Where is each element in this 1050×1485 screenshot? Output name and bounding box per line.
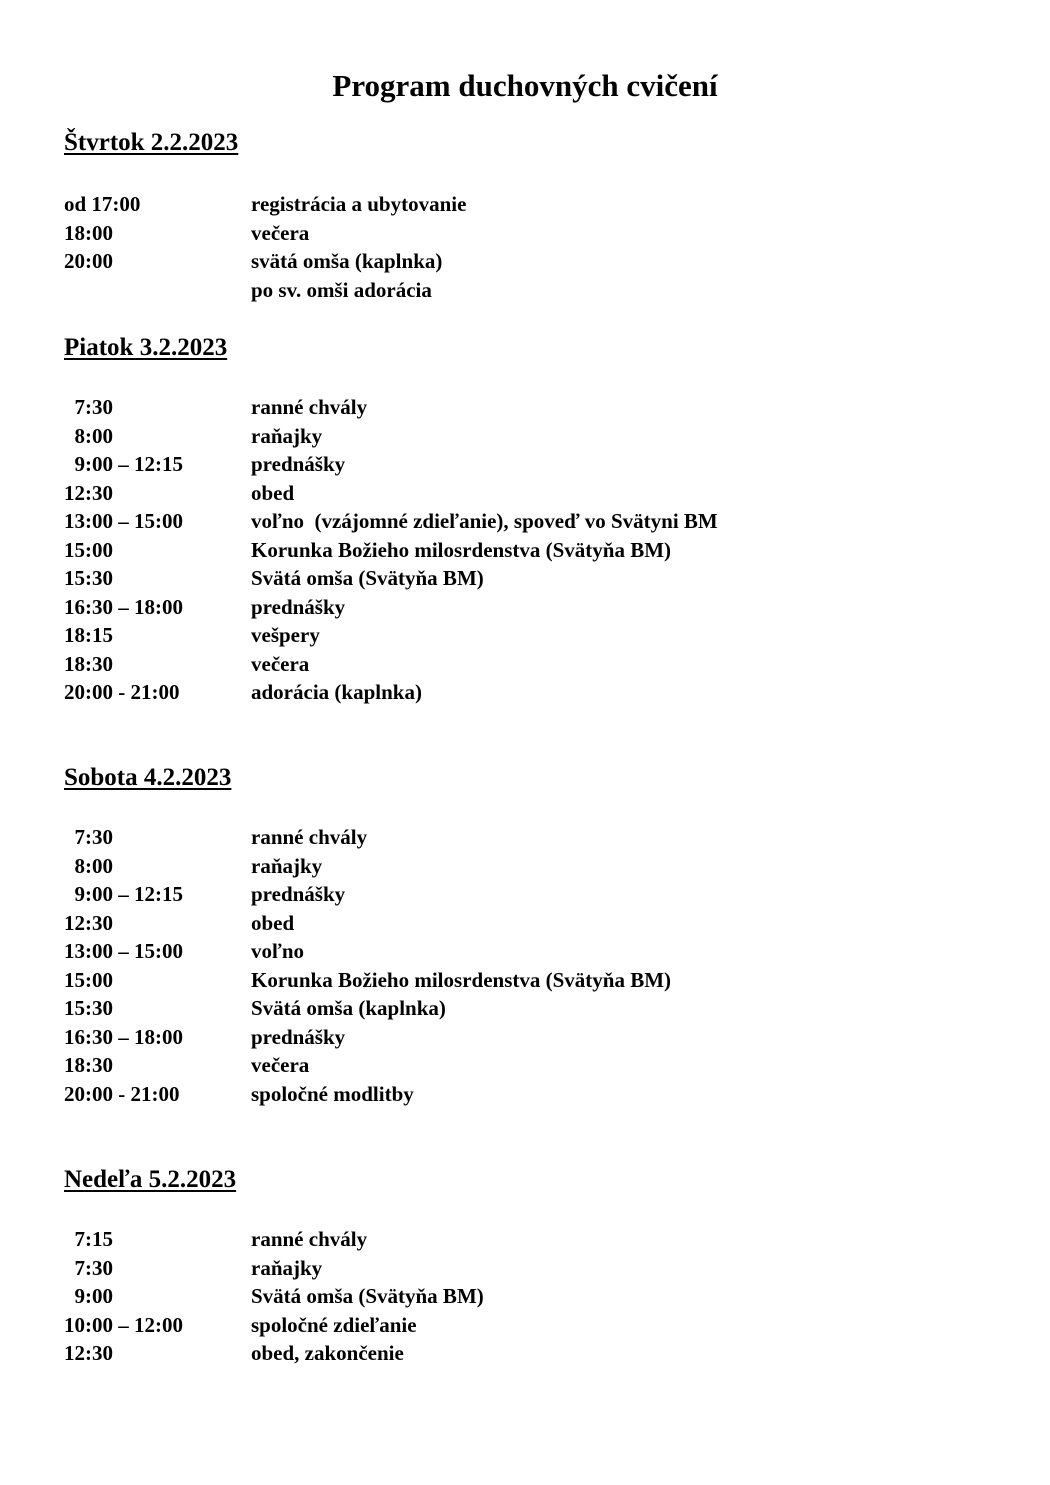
- entry-time: 13:00 – 15:00: [64, 939, 183, 963]
- entry-activity: Svätá omša (kaplnka): [251, 996, 446, 1020]
- schedule-entry: [64, 994, 964, 1023]
- entry-time: 7:30: [64, 825, 113, 849]
- entry-time: 12:30: [64, 1341, 113, 1365]
- entry-time: 8:00: [64, 853, 113, 878]
- entry-activity: obed: [251, 910, 295, 935]
- entry-time: 7:15: [64, 1227, 113, 1251]
- entry-time: 18:30: [64, 651, 113, 676]
- schedule-entry: [64, 966, 964, 995]
- schedule-entry: [64, 937, 964, 966]
- entry-time: 18:30: [64, 1053, 113, 1077]
- schedule-entry: [64, 247, 964, 276]
- entry-time: 20:00: [64, 249, 113, 273]
- schedule-entry: [64, 507, 964, 536]
- entry-time: 7:30: [64, 1255, 113, 1280]
- entry-activity: obed: [251, 480, 295, 505]
- entry-time: 15:00: [64, 537, 113, 562]
- entry-time: 12:30: [64, 910, 113, 935]
- schedule-entry: [64, 479, 964, 508]
- entry-activity: Svätá omša (Svätyňa BM): [251, 566, 484, 590]
- schedule-entry: [64, 1282, 964, 1311]
- entry-time: 18:15: [64, 623, 113, 647]
- entry-activity: Svätá omša (Svätyňa BM): [251, 1284, 484, 1308]
- schedule-entry: [64, 1225, 964, 1254]
- entry-activity: svätá omša (kaplnka): [251, 249, 443, 273]
- entry-activity: prednášky: [251, 1024, 346, 1049]
- schedule-entry: [64, 1051, 964, 1080]
- schedule-entry: [64, 593, 964, 622]
- entry-time: 15:30: [64, 996, 113, 1020]
- entry-activity: obed, zakončenie: [251, 1341, 404, 1365]
- schedule-entry: [64, 909, 964, 938]
- entry-activity: spoločné modlitby: [251, 1081, 414, 1106]
- entry-activity: prednášky: [251, 594, 346, 619]
- entry-activity: Korunka Božieho milosrdenstva (Svätyňa BM): [251, 967, 672, 992]
- schedule-entry: [64, 422, 964, 451]
- schedule-entry: [64, 219, 964, 248]
- entry-time: 12:30: [64, 480, 113, 505]
- entry-activity: raňajky: [251, 423, 323, 448]
- entry-time: 10:00 – 12:00: [64, 1312, 183, 1337]
- schedule-sunday: [64, 1225, 964, 1368]
- entry-time: 9:00: [64, 1284, 113, 1308]
- page-title: Program duchovných cvičení: [332, 68, 718, 103]
- schedule-entry: [64, 450, 964, 479]
- entry-time: 20:00 - 21:00: [64, 680, 180, 704]
- schedule-entry: [64, 1311, 964, 1340]
- schedule-entry: [64, 823, 964, 852]
- schedule-entry: [64, 880, 964, 909]
- entry-activity: registrácia a ubytovanie: [251, 192, 467, 216]
- schedule-entry: [64, 852, 964, 881]
- entry-time: 16:30 – 18:00: [64, 1024, 183, 1049]
- entry-activity: prednášky: [251, 882, 346, 906]
- schedule-entry: [64, 1023, 964, 1052]
- day-heading-thursday: Štvrtok 2.2.2023: [64, 129, 239, 156]
- entry-time: 18:00: [64, 220, 113, 245]
- schedule-entry: [64, 621, 964, 650]
- entry-time: od 17:00: [64, 192, 141, 216]
- entry-time: 9:00 – 12:15: [64, 882, 183, 906]
- entry-activity: Korunka Božieho milosrdenstva (Svätyňa BM): [251, 537, 672, 562]
- entry-activity: spoločné zdieľanie: [251, 1312, 417, 1337]
- schedule-friday: [64, 393, 964, 707]
- schedule-entry: [64, 650, 964, 679]
- schedule-entry: [64, 1080, 964, 1109]
- entry-time: 8:00: [64, 423, 113, 448]
- entry-activity: ranné chvály: [251, 825, 368, 849]
- entry-activity: večera: [251, 1053, 310, 1077]
- entry-time: 15:00: [64, 967, 113, 992]
- entry-time: [64, 276, 251, 305]
- schedule-saturday: [64, 823, 964, 1108]
- entry-time: 9:00 – 12:15: [64, 452, 183, 476]
- schedule-entry: [64, 190, 964, 219]
- entry-activity: ranné chvály: [251, 1227, 368, 1251]
- entry-activity: voľno: [251, 939, 305, 963]
- entry-activity: raňajky: [251, 1255, 323, 1280]
- schedule-entry: [64, 1339, 964, 1368]
- entry-time: 16:30 – 18:00: [64, 594, 183, 619]
- entry-time: 20:00 - 21:00: [64, 1081, 180, 1106]
- entry-activity: vešpery: [251, 623, 320, 647]
- entry-activity: voľno (vzájomné zdieľanie), spoveď vo Svätyni BM: [251, 509, 718, 533]
- entry-activity: večera: [251, 220, 310, 245]
- schedule-entry: [64, 564, 964, 593]
- day-heading-saturday: Sobota 4.2.2023: [64, 764, 232, 791]
- schedule-thursday: [64, 190, 964, 304]
- schedule-entry: [64, 536, 964, 565]
- schedule-entry: [64, 678, 964, 707]
- entry-time: 13:00 – 15:00: [64, 509, 183, 533]
- schedule-entry: [64, 276, 964, 305]
- schedule-entry: [64, 393, 964, 422]
- entry-activity: raňajky: [251, 853, 323, 878]
- entry-activity: večera: [251, 651, 310, 676]
- day-heading-friday: Piatok 3.2.2023: [64, 334, 228, 361]
- entry-activity: prednášky: [251, 452, 346, 476]
- entry-time: 15:30: [64, 566, 113, 590]
- day-heading-sunday: Nedeľa 5.2.2023: [64, 1166, 237, 1193]
- entry-activity: adorácia (kaplnka): [251, 680, 422, 704]
- entry-time: 7:30: [64, 395, 113, 419]
- schedule-entry: [64, 1254, 964, 1283]
- entry-activity: po sv. omši adorácia: [251, 277, 432, 302]
- entry-activity: ranné chvály: [251, 395, 368, 419]
